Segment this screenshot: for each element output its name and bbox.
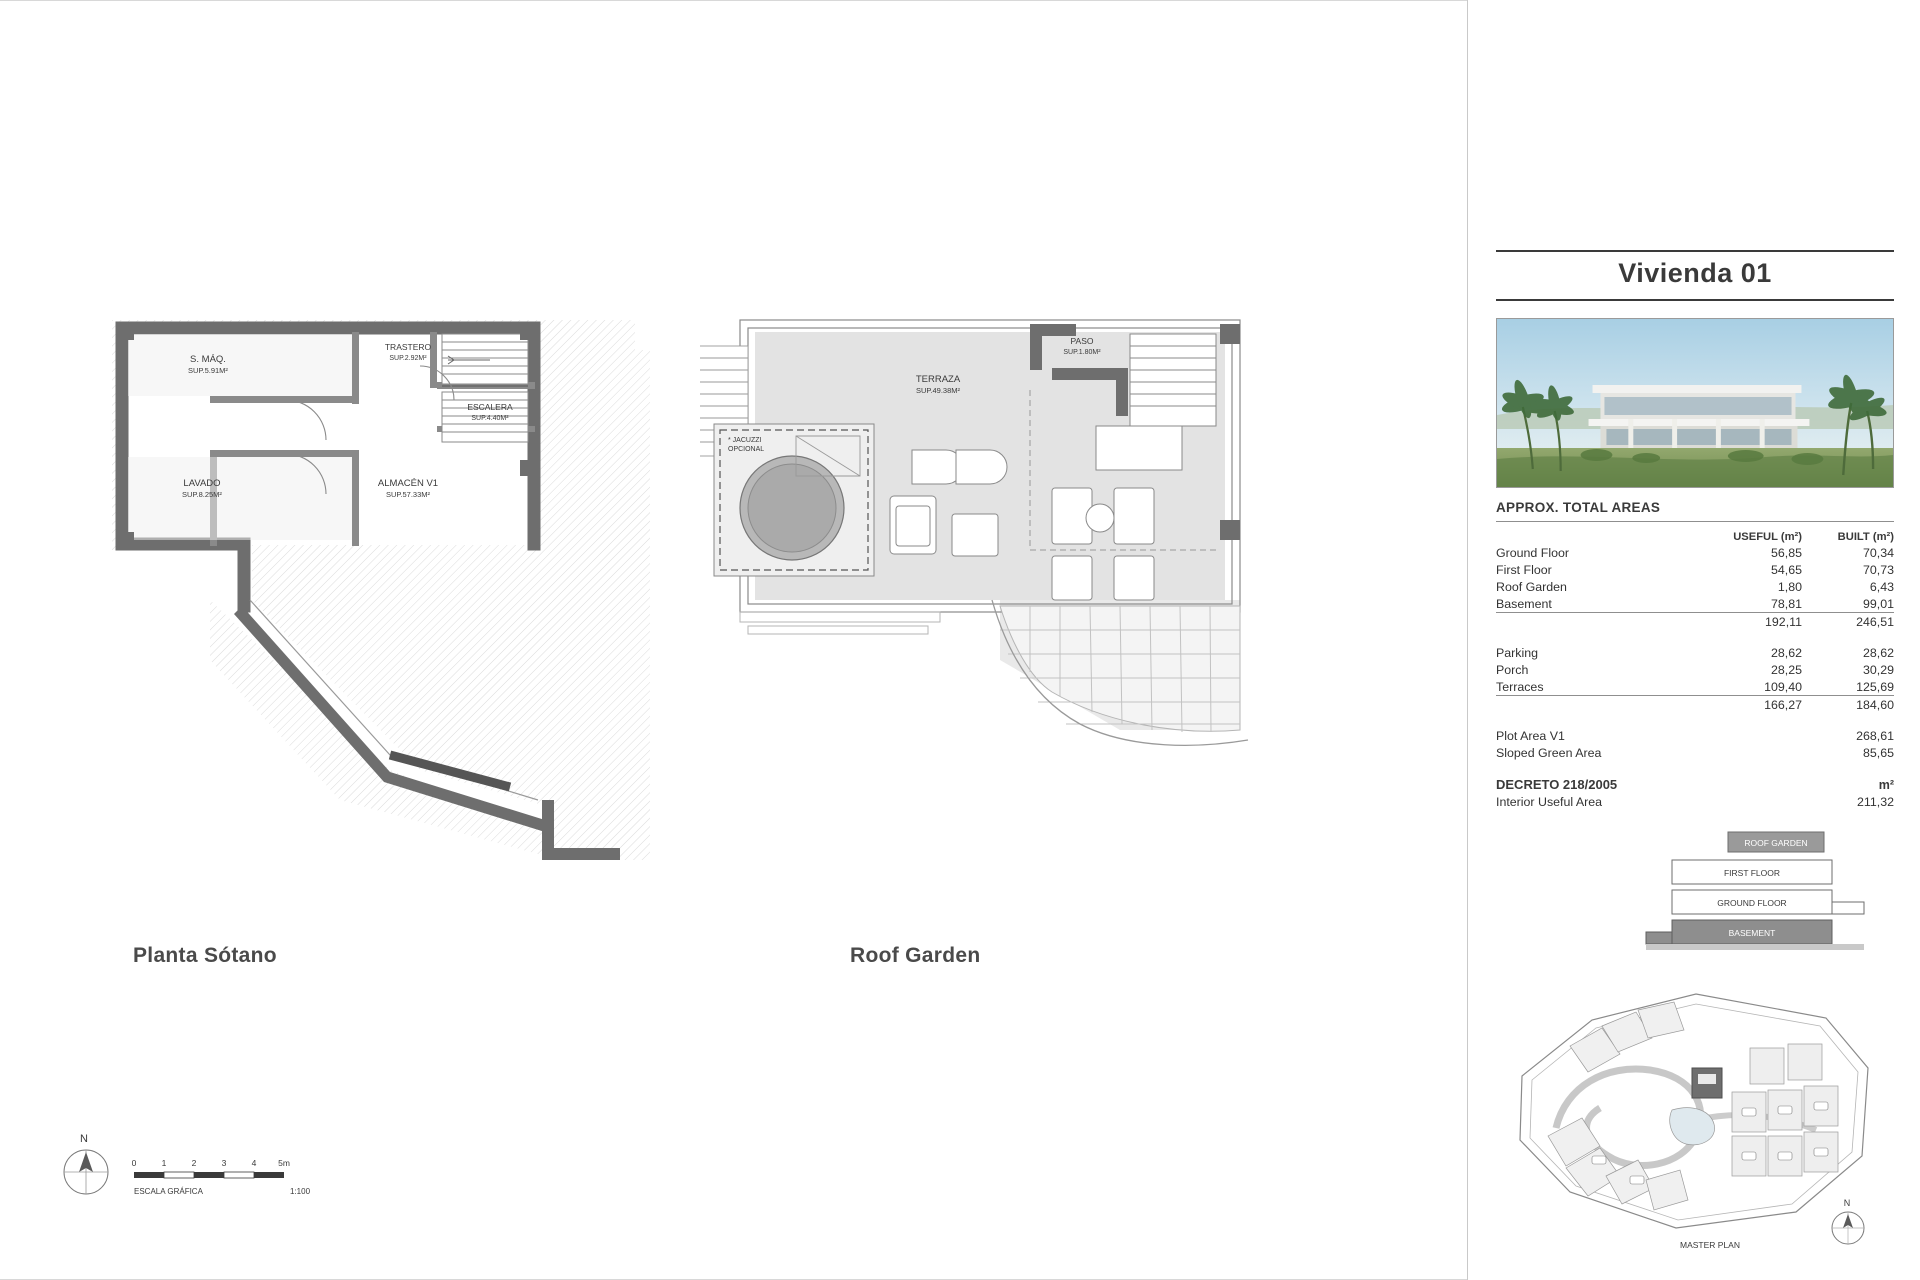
decreto-row-value: 211,32 bbox=[1857, 795, 1894, 809]
area-label: Parking bbox=[1496, 645, 1539, 660]
subtotal-row bbox=[1496, 613, 1894, 631]
area-label: Porch bbox=[1496, 662, 1529, 677]
area-useful: 28,25 bbox=[1770, 662, 1802, 677]
area-label: Roof Garden bbox=[1496, 579, 1567, 594]
floorplan-basement bbox=[90, 300, 690, 920]
area-useful: 54,65 bbox=[1770, 562, 1802, 577]
svg-text:ALMACÉN V1: ALMACÉN V1 bbox=[377, 478, 439, 489]
floor-stack-diagram bbox=[1496, 828, 1894, 958]
table-row bbox=[1496, 644, 1894, 661]
info-panel bbox=[1467, 0, 1920, 1280]
area-value: 268,61 bbox=[1856, 728, 1894, 743]
areas-column-headers bbox=[1496, 529, 1894, 544]
svg-text:1:100: 1:100 bbox=[290, 1187, 311, 1196]
svg-text:3: 3 bbox=[221, 1158, 227, 1168]
area-label: Sloped Green Area bbox=[1496, 745, 1602, 760]
decreto-row bbox=[1496, 795, 1894, 809]
table-row bbox=[1496, 578, 1894, 595]
area-built: 6,43 bbox=[1869, 579, 1894, 594]
area-label: Terraces bbox=[1496, 679, 1544, 694]
svg-text:N: N bbox=[1843, 1198, 1851, 1208]
table-row bbox=[1496, 544, 1894, 561]
svg-text:4: 4 bbox=[251, 1158, 257, 1168]
svg-text:FIRST FLOOR: FIRST FLOOR bbox=[1723, 868, 1781, 878]
decreto-unit: m² bbox=[1878, 778, 1894, 792]
svg-text:SUP.49.38M²: SUP.49.38M² bbox=[915, 386, 961, 395]
svg-text:2: 2 bbox=[191, 1158, 197, 1168]
area-useful: 109,40 bbox=[1764, 679, 1802, 694]
master-plan bbox=[1496, 960, 1894, 1260]
area-label: Ground Floor bbox=[1496, 545, 1570, 560]
svg-text:SUP.57.33M²: SUP.57.33M² bbox=[385, 490, 431, 499]
areas-section bbox=[1496, 500, 1894, 809]
table-row bbox=[1496, 727, 1894, 744]
subtotal-built: 246,51 bbox=[1802, 613, 1894, 631]
svg-text:1: 1 bbox=[161, 1158, 167, 1168]
plan-title-basement: Planta Sótano bbox=[133, 944, 277, 967]
svg-text:S. MÁQ.: S. MÁQ. bbox=[190, 354, 226, 365]
area-useful: 78,81 bbox=[1770, 596, 1802, 611]
panel-title-block bbox=[1496, 250, 1894, 301]
svg-text:TERRAZA: TERRAZA bbox=[915, 374, 961, 385]
subtotal-row bbox=[1496, 696, 1894, 714]
render-image bbox=[1496, 318, 1894, 488]
area-built: 70,73 bbox=[1862, 562, 1894, 577]
area-built: 28,62 bbox=[1862, 645, 1894, 660]
subtotal-useful: 192,11 bbox=[1710, 613, 1802, 631]
decreto-row-label: Interior Useful Area bbox=[1496, 795, 1603, 809]
svg-text:ROOF GARDEN: ROOF GARDEN bbox=[1744, 838, 1808, 848]
spacer-row bbox=[1496, 713, 1894, 727]
area-label: Plot Area V1 bbox=[1496, 728, 1565, 743]
table-row bbox=[1496, 661, 1894, 678]
svg-text:5m: 5m bbox=[278, 1158, 290, 1168]
svg-text:BASEMENT: BASEMENT bbox=[1728, 928, 1776, 938]
area-built: 30,29 bbox=[1862, 662, 1894, 677]
table-row bbox=[1496, 678, 1894, 696]
table-row bbox=[1496, 595, 1894, 613]
decreto-title: DECRETO 218/2005 bbox=[1496, 777, 1618, 792]
svg-text:SUP.1.80M²: SUP.1.80M² bbox=[1063, 349, 1101, 356]
area-useful: 56,85 bbox=[1770, 545, 1802, 560]
subtotal-useful: 166,27 bbox=[1710, 696, 1802, 714]
svg-text:TRASTERO: TRASTERO bbox=[384, 342, 432, 352]
svg-text:SUP.8.25M²: SUP.8.25M² bbox=[182, 490, 222, 499]
areas-heading: APPROX. TOTAL AREAS bbox=[1496, 500, 1894, 522]
table-row bbox=[1496, 561, 1894, 578]
svg-text:PASO: PASO bbox=[1070, 336, 1094, 346]
svg-text:OPCIONAL: OPCIONAL bbox=[728, 446, 765, 453]
area-value: 85,65 bbox=[1862, 745, 1894, 760]
area-built: 99,01 bbox=[1862, 596, 1894, 611]
svg-text:* JACUZZI: * JACUZZI bbox=[728, 437, 762, 444]
area-label: First Floor bbox=[1496, 562, 1552, 577]
unit-title: Vivienda 01 bbox=[1618, 258, 1772, 288]
svg-text:GROUND FLOOR: GROUND FLOOR bbox=[1717, 898, 1787, 908]
svg-text:N: N bbox=[80, 1133, 88, 1145]
spacer-row bbox=[1496, 630, 1894, 644]
svg-text:SUP.2.92M²: SUP.2.92M² bbox=[389, 355, 427, 362]
areas-table bbox=[1496, 529, 1894, 761]
plan-title-roof-garden: Roof Garden bbox=[850, 944, 981, 967]
scale-bar bbox=[60, 1120, 390, 1210]
area-label: Basement bbox=[1496, 596, 1552, 611]
svg-text:LAVADO: LAVADO bbox=[183, 478, 221, 489]
col-built: BUILT (m²) bbox=[1837, 530, 1894, 543]
decreto-section bbox=[1496, 777, 1894, 809]
table-row bbox=[1496, 744, 1894, 761]
area-useful: 28,62 bbox=[1770, 645, 1802, 660]
svg-text:SUP.5.91M²: SUP.5.91M² bbox=[188, 366, 228, 375]
floorplan-roof-garden bbox=[700, 300, 1360, 920]
area-built: 125,69 bbox=[1856, 679, 1894, 694]
area-built: 70,34 bbox=[1862, 545, 1894, 560]
col-useful: USEFUL (m²) bbox=[1733, 530, 1802, 543]
title-rule-bottom bbox=[1496, 299, 1894, 301]
svg-text:MASTER PLAN: MASTER PLAN bbox=[1680, 1240, 1740, 1250]
svg-text:SUP.4.40M²: SUP.4.40M² bbox=[471, 415, 509, 422]
subtotal-built: 184,60 bbox=[1802, 696, 1894, 714]
svg-text:ESCALA GRÁFICA: ESCALA GRÁFICA bbox=[134, 1187, 203, 1196]
svg-text:0: 0 bbox=[131, 1158, 137, 1168]
area-useful: 1,80 bbox=[1777, 579, 1802, 594]
svg-text:ESCALERA: ESCALERA bbox=[467, 402, 513, 412]
